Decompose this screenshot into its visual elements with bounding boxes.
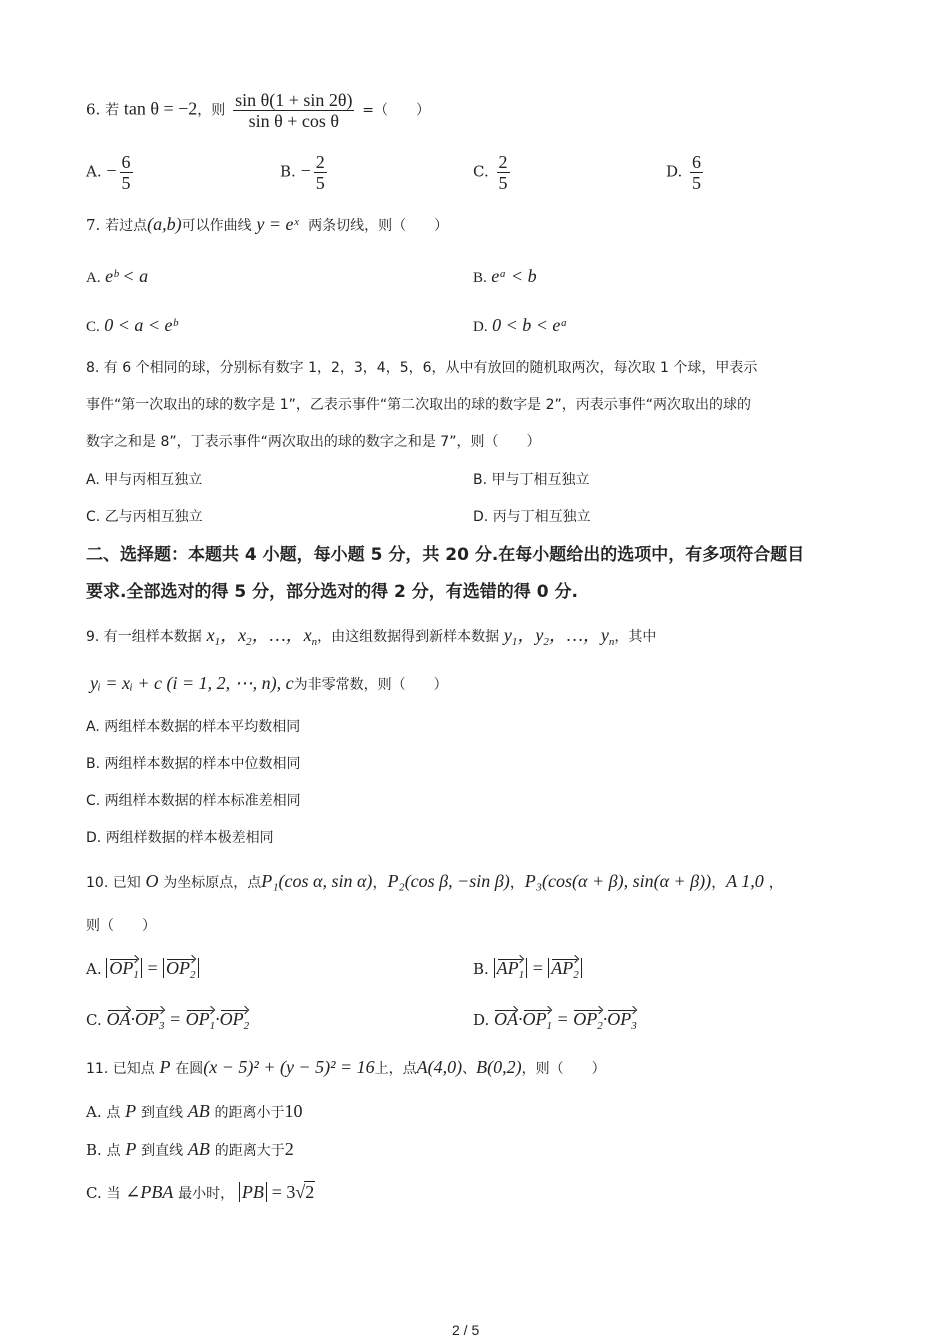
option-text: 到直线	[141, 1143, 184, 1159]
option-numerator: 6	[121, 152, 131, 172]
q11-point-a: A(4,0)	[416, 1057, 463, 1077]
q11-option-a	[86, 1101, 303, 1123]
question-7	[86, 214, 448, 236]
option-label: A.	[86, 960, 102, 978]
option-expr: 0 < a < eᵇ	[104, 315, 178, 335]
q6-frac-denominator: sin θ + cos θ	[248, 111, 339, 131]
option-label: D.	[86, 830, 102, 846]
option-denominator: 5	[498, 173, 508, 193]
option-numerator: 2	[315, 152, 325, 172]
q6-number: 6.	[86, 100, 101, 119]
q8-line-3: 数字之和是 8”，丁表示事件“两次取出的球的数字之和是 7”，则（ ）	[86, 434, 541, 450]
q10-p3: P₃(cos(α + β), sin(α + β))	[524, 871, 712, 891]
option-expr: eᵇ < a	[105, 266, 149, 286]
option-text: 两组样本数据的样本标准差相同	[104, 793, 301, 809]
option-text: 点	[106, 1143, 121, 1159]
q11-point-p: P	[159, 1057, 171, 1077]
option-label: B.	[473, 960, 489, 978]
q7-text: 可以作曲线	[181, 218, 252, 234]
q7-option-a	[86, 266, 148, 288]
option-label: B.	[86, 1141, 102, 1159]
q8-option-a	[86, 470, 202, 490]
q11-text: 上，点	[374, 1061, 417, 1077]
option-label: D.	[473, 509, 489, 525]
option-text: 两组样数据的样本极差相同	[105, 830, 274, 846]
q9-text: 9. 有一组样本数据	[86, 629, 202, 645]
q6-option-d	[666, 152, 706, 193]
q9-expr: yᵢ = xᵢ + c (i = 1, 2, ⋯, n), c	[90, 673, 294, 693]
q9-x-list: $x_1$，$x_2$，…，$x_n$	[206, 625, 318, 648]
q7-option-b	[473, 266, 537, 288]
option-label: C.	[86, 1011, 102, 1029]
option-text: 到直线	[140, 1105, 183, 1121]
q10-option-a	[86, 958, 199, 985]
q6-fraction	[233, 90, 354, 131]
option-expr: eᵃ < b	[491, 266, 537, 286]
q9-option-c	[86, 791, 301, 811]
option-text: 两组样本数据的样本中位数相同	[104, 756, 301, 772]
option-label: A.	[86, 162, 102, 181]
option-denominator: 5	[121, 173, 131, 193]
q7-number: 7.	[86, 216, 101, 234]
option-var: P	[125, 1139, 137, 1159]
option-denominator: 5	[692, 173, 702, 193]
q11-option-c: C. 当 ∠PBA 最小时， PB = 3√2	[86, 1182, 315, 1202]
option-label: C.	[86, 793, 101, 809]
option-numerator: 6	[692, 152, 702, 172]
q6-condition: tan θ = −2	[123, 98, 198, 119]
q8-line-2: 事件“第一次取出的球的数字是 1”，乙表示事件“第二次取出的球的数字是 2”，丙表示事件“两次取出的球的	[86, 397, 751, 413]
option-label: C.	[473, 162, 489, 181]
q9-option-d	[86, 828, 274, 848]
q8-line-1: 8. 有 6 个相同的球，分别标有数字 1，2，3，4，5，6，从中有放回的随机取两次，每次取 1 个球，甲表示	[86, 360, 758, 376]
option-value: 2	[284, 1139, 294, 1159]
q7-curve: y = eˣ	[256, 214, 299, 234]
q9-text: ，由这组数据得到新样本数据	[317, 629, 500, 645]
option-label: C.	[86, 1184, 102, 1202]
option-segment: PB	[239, 1182, 267, 1202]
q10-option-d	[473, 1009, 637, 1036]
option-expr: $OA\cdot OP_1 = OP_2\cdot OP_3$	[494, 1009, 637, 1029]
option-label: D.	[473, 319, 488, 335]
q9-option-a	[86, 717, 300, 737]
option-label: A.	[86, 719, 100, 735]
q10-line-1: 10. 已知 O 为坐标原点，点P₁(cos α, sin α)，P₂(cos β, −sin β)，P₃(cos(α + β), sin(α + β))，A 1,0 ，	[86, 871, 784, 891]
option-text: 丙与丁相互独立	[492, 509, 591, 525]
option-text: 乙与丙相互独立	[104, 509, 203, 525]
q11-text: 在圆	[175, 1061, 204, 1077]
option-text: 点	[106, 1105, 121, 1121]
q10-text: 10. 已知	[86, 875, 141, 891]
q10-text: 为坐标原点，点	[163, 875, 262, 891]
section-2-heading-line-2: 要求.全部选对的得 5 分，部分选对的得 2 分，有选错的得 0 分.	[86, 582, 578, 602]
q11-point-b: B(0,2)	[476, 1057, 522, 1077]
option-text: 的距离小于	[214, 1105, 285, 1121]
q10-origin: O	[145, 871, 159, 891]
option-label: B.	[473, 472, 488, 488]
q6-option-c	[473, 152, 513, 193]
option-label: C.	[86, 319, 100, 335]
q10-point-a: A 1,0	[726, 871, 764, 891]
option-eq: = 3	[271, 1182, 296, 1202]
option-label: C.	[86, 509, 101, 525]
q11-text: ，则（ ）	[521, 1061, 606, 1077]
q6-option-b	[280, 152, 330, 193]
option-angle: ∠PBA	[125, 1182, 174, 1202]
q9-text: ，其中	[614, 629, 657, 645]
q9-line-2	[90, 673, 448, 695]
q11-option-b	[86, 1139, 294, 1161]
q6-answer-blank: =（ ）	[362, 102, 430, 119]
q11-circle: (x − 5)² + (y − 5)² = 16	[203, 1057, 375, 1077]
q10-option-c	[86, 1009, 249, 1036]
option-text: 的距离大于	[214, 1143, 285, 1159]
q11-text: 11. 已知点	[86, 1061, 155, 1077]
option-label: A.	[86, 472, 100, 488]
option-var: P	[125, 1101, 137, 1121]
q7-point: (a,b)	[147, 214, 182, 234]
q6-option-a	[86, 152, 136, 193]
q9-option-b	[86, 754, 301, 774]
option-numerator: 2	[498, 152, 508, 172]
option-sign: −	[106, 160, 117, 181]
page-number: 2 / 5	[452, 1322, 480, 1338]
option-text: 最小时，	[178, 1186, 235, 1202]
option-expr: $OA\cdot OP_3 = OP_1\cdot OP_2$	[107, 1009, 250, 1029]
q9-line-1	[86, 625, 656, 652]
q9-text: 为非零常数，则（ ）	[293, 677, 448, 693]
option-value: 10	[284, 1101, 303, 1121]
q11-separator: 、	[462, 1061, 477, 1077]
option-root: 2	[305, 1182, 315, 1202]
q6-comma: ，则	[197, 102, 226, 119]
option-label: B.	[280, 162, 296, 181]
q6-frac-numerator: sin θ(1 + sin 2θ)	[235, 90, 353, 110]
option-line: AB	[187, 1139, 210, 1159]
option-label: B.	[473, 270, 487, 286]
q6-prefix: 若	[105, 102, 120, 119]
q7-text: 两条切线，则（ ）	[308, 218, 449, 234]
q9-y-list: $y_1$，$y_2$，…，$y_n$	[503, 625, 615, 648]
q7-text: 若过点	[105, 218, 148, 234]
q8-option-b	[473, 470, 590, 490]
option-sign: −	[300, 160, 311, 181]
q7-option-d	[473, 315, 568, 337]
q10-option-b	[473, 958, 582, 985]
option-denominator: 5	[315, 173, 325, 193]
option-text: 当	[106, 1186, 121, 1202]
option-label: D.	[666, 162, 683, 181]
option-text: 两组样本数据的样本平均数相同	[104, 719, 301, 735]
option-label: A.	[86, 270, 101, 286]
q11-line-1	[86, 1057, 606, 1079]
option-expr: $OP_1 = OP_2$	[106, 958, 198, 978]
section-2-heading-line-1: 二、选择题：本题共 4 小题，每小题 5 分，共 20 分.在每小题给出的选项中，有多项符合题目	[86, 545, 805, 565]
q7-option-c	[86, 315, 177, 337]
q8-option-d	[473, 507, 591, 527]
option-text: 甲与丁相互独立	[491, 472, 590, 488]
option-text: 甲与丙相互独立	[104, 472, 203, 488]
option-label: B.	[86, 756, 101, 772]
option-label: A.	[86, 1103, 102, 1121]
q10-p1: P₁(cos α, sin α)	[261, 871, 373, 891]
option-expr: 0 < b < eᵃ	[492, 315, 568, 335]
option-expr: $AP_1 = AP_2$	[494, 958, 582, 978]
option-line: AB	[187, 1101, 210, 1121]
question-6	[86, 90, 430, 131]
q8-option-c	[86, 507, 203, 527]
q10-line-2: 则（ ）	[86, 918, 156, 934]
option-label: D.	[473, 1011, 490, 1029]
q10-p2: P₂(cos β, −sin β)	[387, 871, 510, 891]
